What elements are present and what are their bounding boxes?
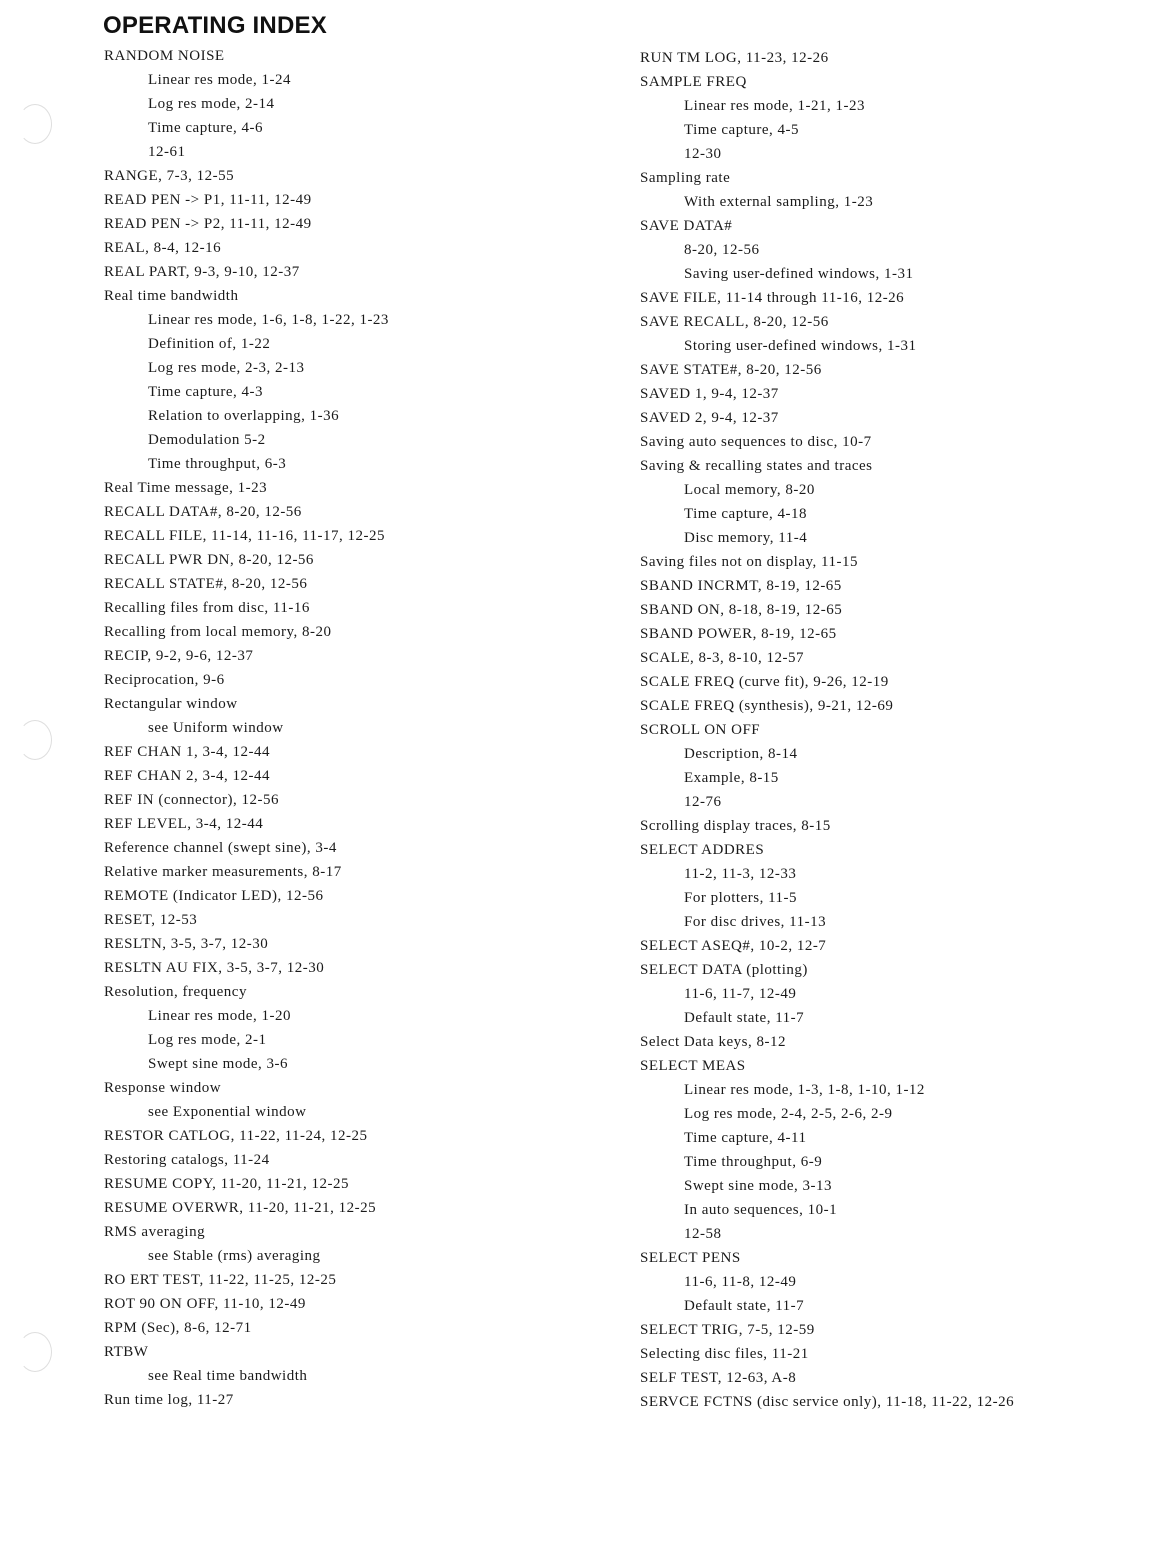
index-subentry: Time throughput, 6-9 bbox=[684, 1154, 823, 1170]
index-subentry: Time throughput, 6-3 bbox=[148, 456, 287, 472]
index-entry: RESUME OVERWR, 11-20, 11-21, 12-25 bbox=[104, 1200, 377, 1216]
index-entry: REAL, 8-4, 12-16 bbox=[104, 240, 222, 256]
index-subentry: 12-76 bbox=[684, 794, 722, 810]
index-subentry: In auto sequences, 10-1 bbox=[684, 1202, 838, 1218]
binder-hole-bottom bbox=[18, 1332, 52, 1372]
index-entry: SELECT ASEQ#, 10-2, 12-7 bbox=[640, 938, 827, 954]
index-subentry: Linear res mode, 1-6, 1-8, 1-22, 1-23 bbox=[148, 312, 389, 328]
index-entry: Relative marker measurements, 8-17 bbox=[104, 864, 342, 880]
index-subentry: Saving user-defined windows, 1-31 bbox=[684, 266, 914, 282]
index-entry: SBAND ON, 8-18, 8-19, 12-65 bbox=[640, 602, 843, 618]
index-subentry: For disc drives, 11-13 bbox=[684, 914, 827, 930]
index-entry: SCALE FREQ (curve fit), 9-26, 12-19 bbox=[640, 674, 889, 690]
index-entry: Saving & recalling states and traces bbox=[640, 458, 873, 474]
index-subentry: Swept sine mode, 3-13 bbox=[684, 1178, 832, 1194]
index-subentry: Log res mode, 2-3, 2-13 bbox=[148, 360, 305, 376]
index-entry: SAVED 2, 9-4, 12-37 bbox=[640, 410, 779, 426]
index-entry: READ PEN -> P2, 11-11, 12-49 bbox=[104, 216, 312, 232]
index-subentry: 12-58 bbox=[684, 1226, 722, 1242]
index-entry: Saving auto sequences to disc, 10-7 bbox=[640, 434, 872, 450]
index-subentry: Example, 8-15 bbox=[684, 770, 779, 786]
index-entry: RANDOM NOISE bbox=[104, 48, 225, 64]
index-entry: SBAND INCRMT, 8-19, 12-65 bbox=[640, 578, 842, 594]
index-subentry: Default state, 11-7 bbox=[684, 1298, 805, 1314]
index-subentry: 11-6, 11-7, 12-49 bbox=[684, 986, 797, 1002]
index-subentry: Linear res mode, 1-21, 1-23 bbox=[684, 98, 865, 114]
index-subentry: Definition of, 1-22 bbox=[148, 336, 271, 352]
index-entry: SAVED 1, 9-4, 12-37 bbox=[640, 386, 779, 402]
index-subentry: Linear res mode, 1-24 bbox=[148, 72, 291, 88]
index-subentry: Disc memory, 11-4 bbox=[684, 530, 808, 546]
index-entry: RECALL PWR DN, 8-20, 12-56 bbox=[104, 552, 314, 568]
index-entry: Rectangular window bbox=[104, 696, 238, 712]
index-subentry: Time capture, 4-3 bbox=[148, 384, 264, 400]
index-entry: SAVE RECALL, 8-20, 12-56 bbox=[640, 314, 829, 330]
index-entry: Reciprocation, 9-6 bbox=[104, 672, 225, 688]
index-subentry: With external sampling, 1-23 bbox=[684, 194, 874, 210]
index-subentry: Local memory, 8-20 bbox=[684, 482, 815, 498]
index-subentry: Log res mode, 2-14 bbox=[148, 96, 275, 112]
index-subentry: For plotters, 11-5 bbox=[684, 890, 798, 906]
index-subentry: Storing user-defined windows, 1-31 bbox=[684, 338, 917, 354]
index-subentry: 11-2, 11-3, 12-33 bbox=[684, 866, 797, 882]
index-entry: RO ERT TEST, 11-22, 11-25, 12-25 bbox=[104, 1272, 337, 1288]
index-entry: REF IN (connector), 12-56 bbox=[104, 792, 279, 808]
index-entry: RUN TM LOG, 11-23, 12-26 bbox=[640, 50, 829, 66]
index-subentry: Demodulation 5-2 bbox=[148, 432, 266, 448]
index-subentry: Swept sine mode, 3-6 bbox=[148, 1056, 288, 1072]
index-entry: REAL PART, 9-3, 9-10, 12-37 bbox=[104, 264, 300, 280]
index-subentry: Relation to overlapping, 1-36 bbox=[148, 408, 340, 424]
index-entry: REF CHAN 1, 3-4, 12-44 bbox=[104, 744, 271, 760]
index-entry: ROT 90 ON OFF, 11-10, 12-49 bbox=[104, 1296, 306, 1312]
index-entry: SCROLL ON OFF bbox=[640, 722, 761, 738]
index-entry: RESTOR CATLOG, 11-22, 11-24, 12-25 bbox=[104, 1128, 368, 1144]
index-entry: SELECT MEAS bbox=[640, 1058, 746, 1074]
index-entry: Recalling files from disc, 11-16 bbox=[104, 600, 310, 616]
index-entry: RMS averaging bbox=[104, 1224, 206, 1240]
index-entry: Real Time message, 1-23 bbox=[104, 480, 268, 496]
index-entry: SAMPLE FREQ bbox=[640, 74, 747, 90]
index-entry: Scrolling display traces, 8-15 bbox=[640, 818, 831, 834]
index-subentry: Default state, 11-7 bbox=[684, 1010, 805, 1026]
index-entry: REF CHAN 2, 3-4, 12-44 bbox=[104, 768, 271, 784]
index-subentry: Time capture, 4-11 bbox=[684, 1130, 807, 1146]
index-entry: READ PEN -> P1, 11-11, 12-49 bbox=[104, 192, 312, 208]
binder-hole-middle bbox=[18, 720, 52, 760]
index-entry: SELECT TRIG, 7-5, 12-59 bbox=[640, 1322, 815, 1338]
index-entry: SELECT PENS bbox=[640, 1250, 741, 1266]
index-entry: Response window bbox=[104, 1080, 222, 1096]
index-subentry: Linear res mode, 1-20 bbox=[148, 1008, 291, 1024]
index-entry: Real time bandwidth bbox=[104, 288, 239, 304]
index-entry: Recalling from local memory, 8-20 bbox=[104, 624, 332, 640]
index-entry: RPM (Sec), 8-6, 12-71 bbox=[104, 1320, 252, 1336]
index-column-left bbox=[104, 44, 389, 1412]
index-entry: RECALL STATE#, 8-20, 12-56 bbox=[104, 576, 308, 592]
index-entry: REF LEVEL, 3-4, 12-44 bbox=[104, 816, 264, 832]
index-entry: Resolution, frequency bbox=[104, 984, 247, 1000]
index-subentry: Time capture, 4-18 bbox=[684, 506, 808, 522]
index-subentry: Time capture, 4-6 bbox=[148, 120, 264, 136]
index-entry: SAVE STATE#, 8-20, 12-56 bbox=[640, 362, 822, 378]
index-subentry: see Stable (rms) averaging bbox=[148, 1248, 321, 1264]
index-entry: Reference channel (swept sine), 3-4 bbox=[104, 840, 337, 856]
index-entry: RESLTN, 3-5, 3-7, 12-30 bbox=[104, 936, 269, 952]
index-entry: Restoring catalogs, 11-24 bbox=[104, 1152, 270, 1168]
index-entry: RESLTN AU FIX, 3-5, 3-7, 12-30 bbox=[104, 960, 325, 976]
index-subentry: Linear res mode, 1-3, 1-8, 1-10, 1-12 bbox=[684, 1082, 925, 1098]
index-entry: SCALE, 8-3, 8-10, 12-57 bbox=[640, 650, 804, 666]
index-subentry: Log res mode, 2-4, 2-5, 2-6, 2-9 bbox=[684, 1106, 893, 1122]
index-subentry: Log res mode, 2-1 bbox=[148, 1032, 267, 1048]
index-entry: SELECT ADDRES bbox=[640, 842, 765, 858]
index-column-right bbox=[640, 46, 1014, 1414]
index-subentry: Description, 8-14 bbox=[684, 746, 798, 762]
index-subentry: see Exponential window bbox=[148, 1104, 307, 1120]
binder-hole-top bbox=[18, 104, 52, 144]
index-entry: RESET, 12-53 bbox=[104, 912, 198, 928]
index-entry: Run time log, 11-27 bbox=[104, 1392, 234, 1408]
index-subentry: Time capture, 4-5 bbox=[684, 122, 800, 138]
index-entry: SAVE DATA# bbox=[640, 218, 733, 234]
index-entry: RECALL DATA#, 8-20, 12-56 bbox=[104, 504, 302, 520]
index-entry: RANGE, 7-3, 12-55 bbox=[104, 168, 235, 184]
page-title: OPERATING INDEX bbox=[103, 12, 327, 39]
index-entry: RESUME COPY, 11-20, 11-21, 12-25 bbox=[104, 1176, 350, 1192]
index-entry: Sampling rate bbox=[640, 170, 731, 186]
index-entry: SBAND POWER, 8-19, 12-65 bbox=[640, 626, 837, 642]
index-subentry: see Real time bandwidth bbox=[148, 1368, 308, 1384]
index-subentry: 8-20, 12-56 bbox=[684, 242, 760, 258]
index-subentry: see Uniform window bbox=[148, 720, 284, 736]
index-entry: RECALL FILE, 11-14, 11-16, 11-17, 12-25 bbox=[104, 528, 385, 544]
index-entry: SAVE FILE, 11-14 through 11-16, 12-26 bbox=[640, 290, 905, 306]
index-entry: SCALE FREQ (synthesis), 9-21, 12-69 bbox=[640, 698, 894, 714]
index-entry: REMOTE (Indicator LED), 12-56 bbox=[104, 888, 324, 904]
index-entry: Selecting disc files, 11-21 bbox=[640, 1346, 809, 1362]
index-entry: SELF TEST, 12-63, A-8 bbox=[640, 1370, 797, 1386]
index-entry: Select Data keys, 8-12 bbox=[640, 1034, 786, 1050]
index-subentry: 12-30 bbox=[684, 146, 722, 162]
index-subentry: 11-6, 11-8, 12-49 bbox=[684, 1274, 797, 1290]
index-entry: Saving files not on display, 11-15 bbox=[640, 554, 858, 570]
index-entry: RTBW bbox=[104, 1344, 149, 1360]
index-entry: RECIP, 9-2, 9-6, 12-37 bbox=[104, 648, 254, 664]
index-subentry: 12-61 bbox=[148, 144, 186, 160]
index-entry: SELECT DATA (plotting) bbox=[640, 962, 808, 978]
index-entry: SERVCE FCTNS (disc service only), 11-18, 11-22, 12-26 bbox=[640, 1394, 1015, 1410]
